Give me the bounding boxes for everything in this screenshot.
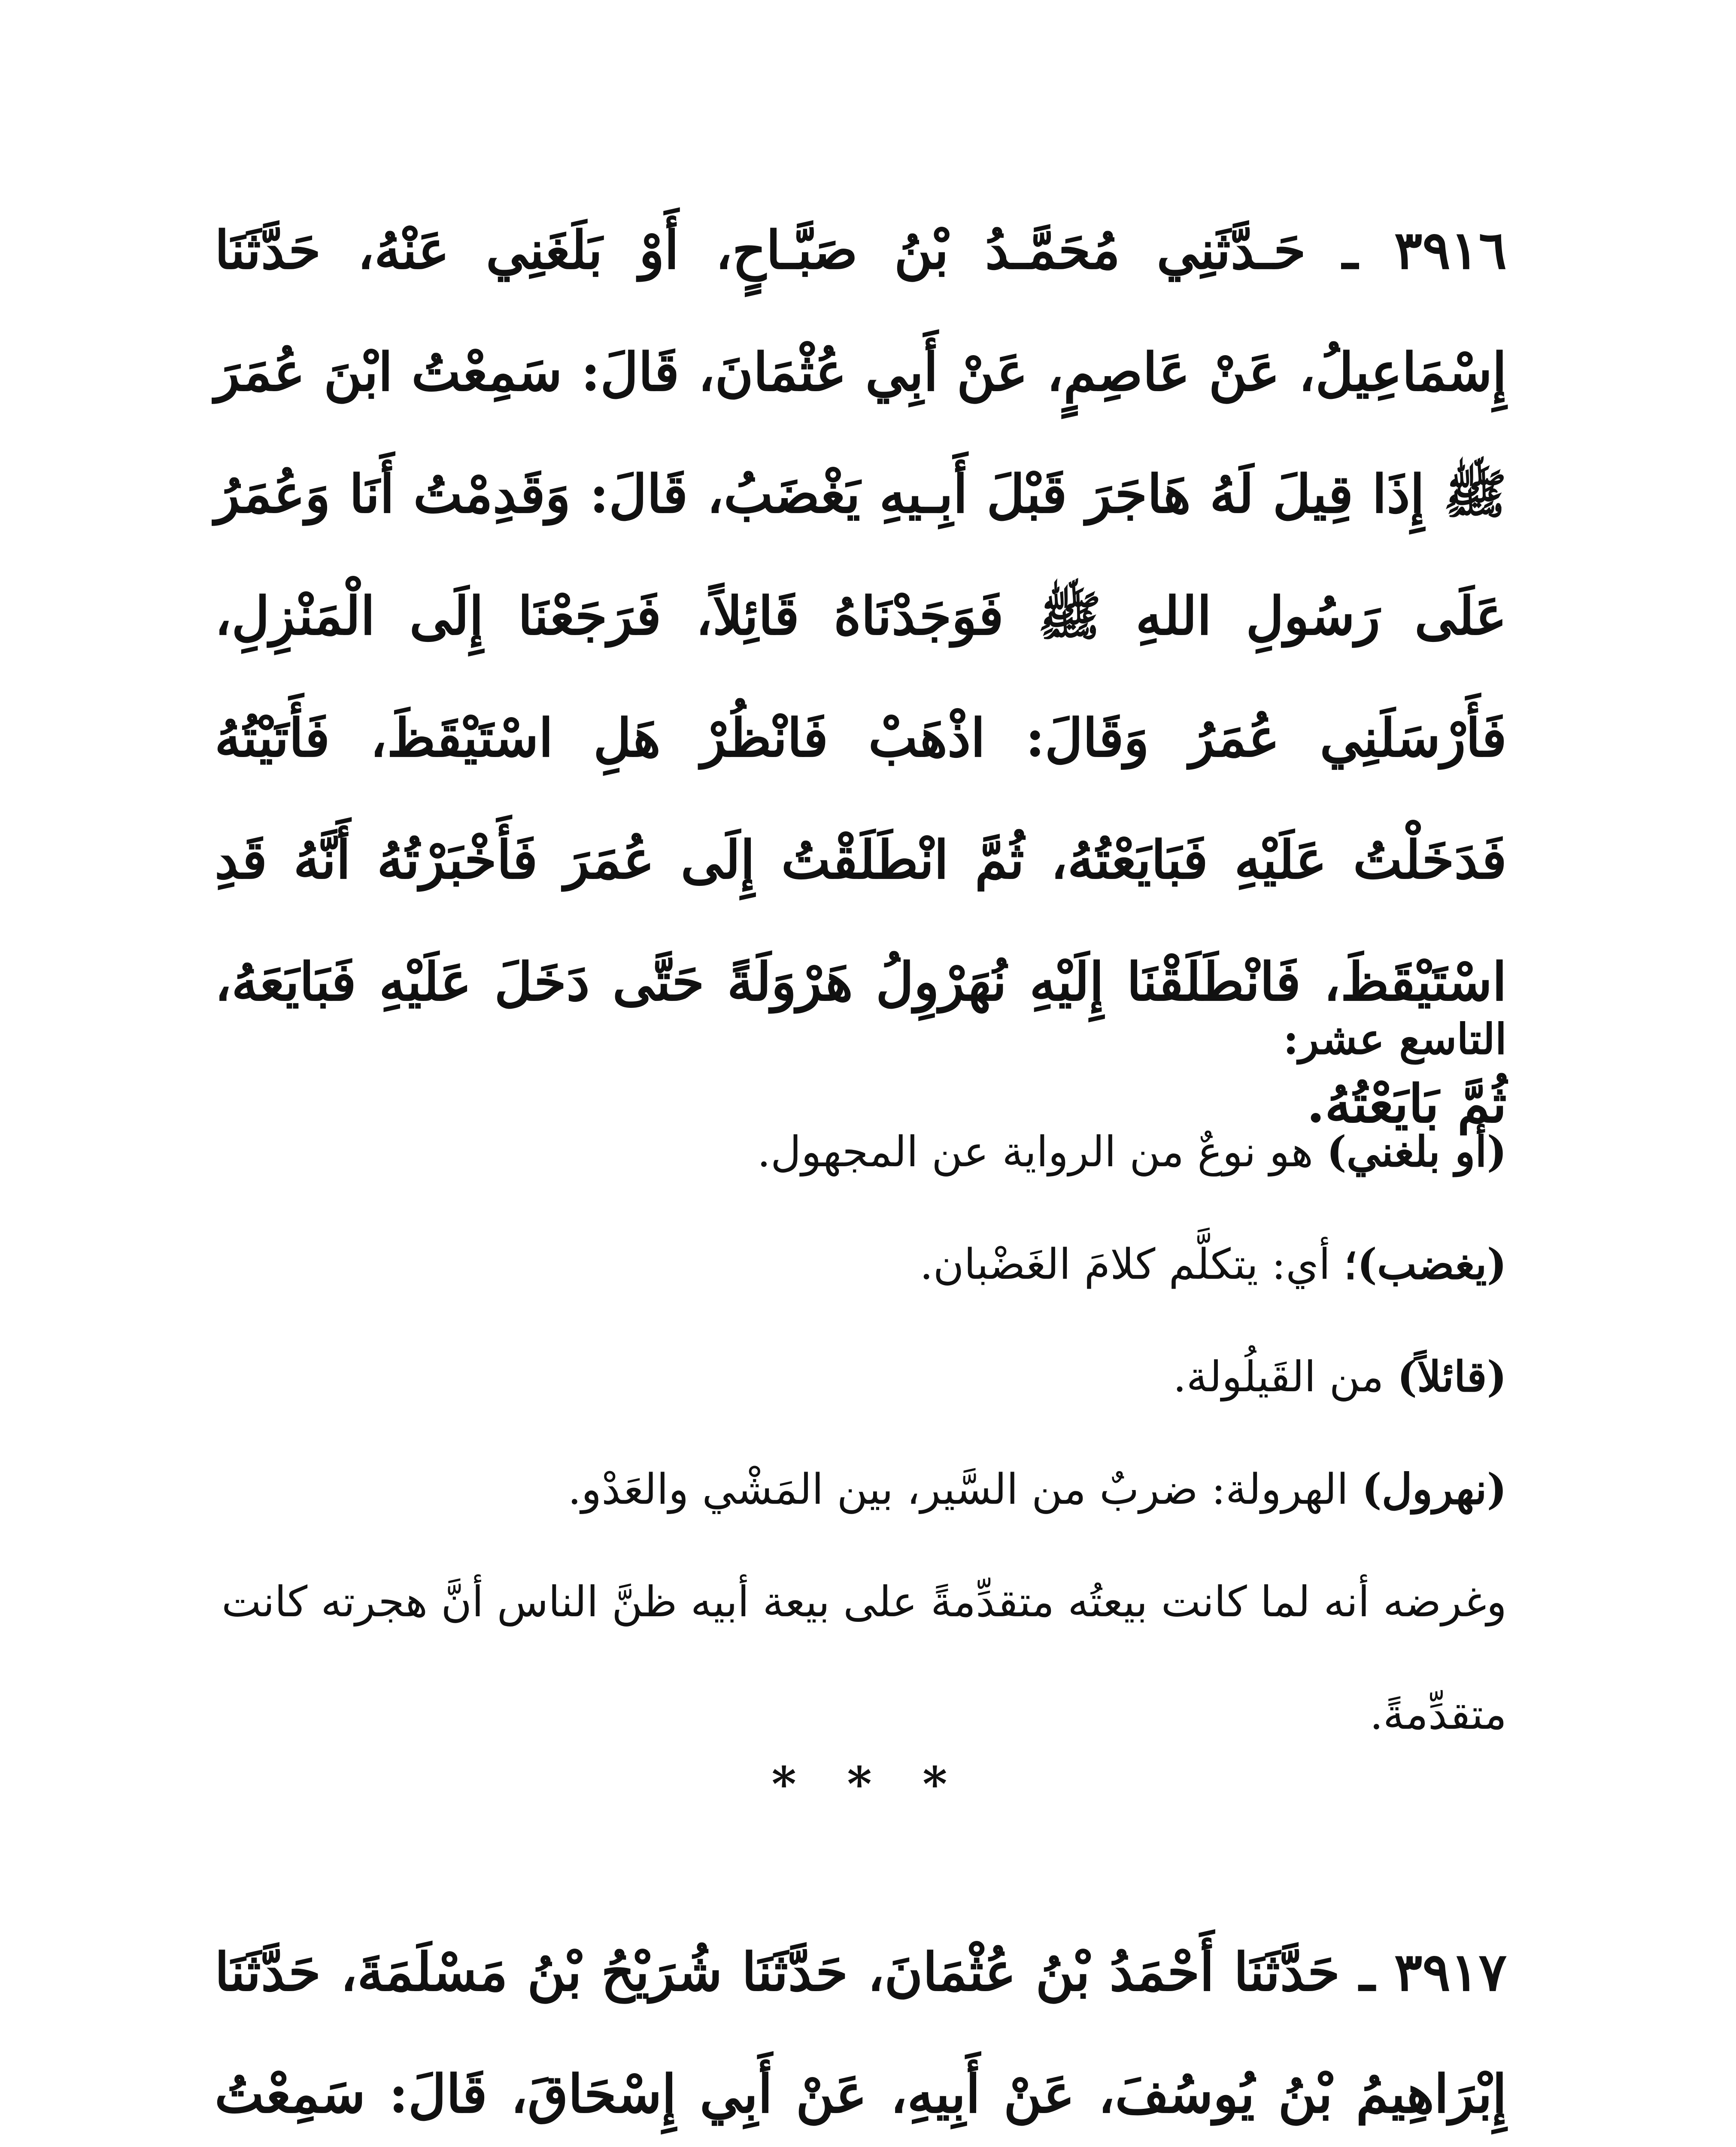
gloss-item (215, 1321, 1507, 1433)
gloss-term: (يغضب)؛ (1344, 1240, 1507, 1289)
gloss-term: (قائلاً) (1397, 1352, 1507, 1402)
gloss-item (215, 1433, 1507, 1546)
gloss-term: (أو بلغني) (1326, 1127, 1507, 1177)
gloss-explanation: هو نوعٌ من الرواية عن المجهول. (757, 1128, 1314, 1177)
gloss-term: (نهرول) (1362, 1465, 1507, 1514)
section-separator: * * * (771, 1756, 965, 1812)
commentary-heading: التاسع عشر: (1283, 1015, 1507, 1064)
commentary-section (215, 983, 1507, 1771)
hadith-number: ٣٩١٦ (1394, 219, 1507, 281)
gloss-item (215, 1208, 1507, 1321)
gloss-item (215, 1096, 1507, 1208)
hadith-text: ـ حَدَّثَنَا أَحْمَدُ بْنُ عُثْمَانَ، حَدَّثَنَا شُرَيْحُ بْنُ مَسْلَمَةَ، حَدَّثَنَا إِبْرَاهِيمُ بْنُ يُوسُفَ، عَنْ أَبِيهِ، عَنْ أَبِي إِسْحَاقَ، قَالَ: سَمِعْتُ (215, 1941, 1507, 2125)
gloss-explanation: من القَيلُولة. (1173, 1353, 1384, 1402)
gloss-explanation: الهرولة: ضربٌ من السَّير، بين المَشْي والعَدْو. (568, 1465, 1349, 1514)
commentary-closing: وغرضه أنه لما كانت بيعتُه متقدِّمةً على بيعة أبيه ظنَّ الناس أنَّ هجرته كانت متقدِّمةً. (222, 1578, 1507, 1739)
hadith-3917 (215, 1911, 1507, 2147)
gloss-explanation: أي: يتكلَّم كلامَ الغَضْبان. (920, 1240, 1331, 1289)
hadith-number: ٣٩١٧ (1394, 1941, 1507, 2003)
hadith-text: ـ حَـدَّثَنِي مُحَمَّـدُ بْنُ صَبَّـاحٍ، أَوْ بَلَغَنِي عَنْهُ، حَدَّثَنَا إِسْمَاعِيلُ، عَنْ عَاصِمٍ، عَنْ أَبِي عُثْمَانَ، قَالَ: سَمِعْتُ ابْنَ عُمَرَ ﷺ إِذَا قِيلَ لَهُ هَاجَرَ قَبْلَ أَبِـيهِ يَغْضَبُ، قَالَ: وَقَدِمْتُ أَنَا وَعُمَرُ عَلَى رَسُولِ اللهِ ﷺ فَوَجَدْنَاهُ قَائِلاً، فَرَجَعْنَا إِلَى الْمَنْزِلِ، فَأَرْسَلَنِي عُمَرُ وَقَالَ: اذْهَبْ فَانْظُرْ هَلِ اسْتَيْقَظَ، فَأَتَيْتُهُ فَدَخَلْتُ عَلَيْهِ فَبَايَعْتُهُ، ثُمَّ انْطَلَقْتُ إِلَى عُمَرَ فَأَخْبَرْتُهُ أَنَّهُ قَدِ اسْتَيْقَظَ، فَانْطَلَقْنَا إِلَيْهِ نُهَرْوِلُ هَرْوَلَةً حَتَّى دَخَلَ عَلَيْهِ فَبَايَعَهُ، ثُمَّ بَايَعْتُهُ. (215, 219, 1507, 1134)
